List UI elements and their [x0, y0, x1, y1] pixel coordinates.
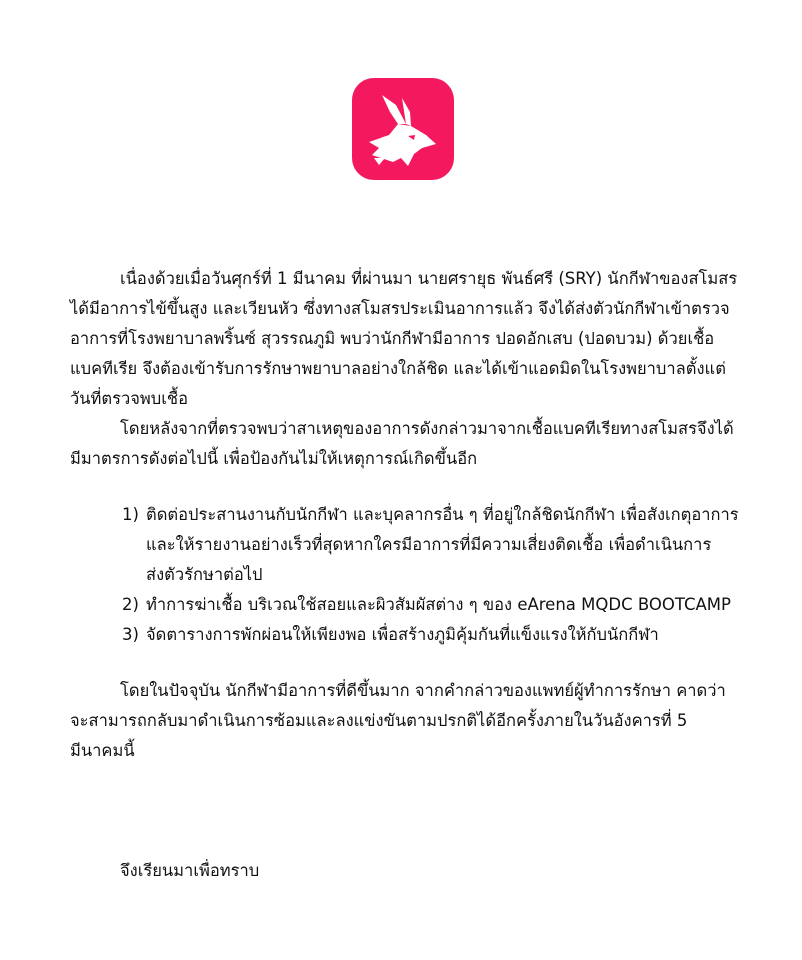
- club-logo: [352, 78, 454, 180]
- status-update-paragraph: โดยในปัจจุบัน นักกีฬามีอาการที่ดีขึ้นมาก จากคำกล่าวของแพทย์ผู้ทำการรักษา คาดว่าจะสามารถกลับมาดำเนินการซ้อมและลงแข่งขันตามปรกติได้อีกครั้งภายในวันอังคารที่ 5 มีนาคมนี้: [70, 681, 726, 760]
- closing-line: จึงเรียนมาเพื่อทราบ: [120, 861, 260, 880]
- list-item-text: จัดตารางการพักผ่อนให้เพียงพอ เพื่อสร้างภูมิคุ้มกันที่แข็งแรงให้กับนักกีฬา: [146, 625, 659, 644]
- measures-list: [70, 500, 742, 650]
- list-item: [70, 620, 742, 650]
- list-item: [70, 500, 742, 590]
- list-item: [70, 590, 742, 620]
- list-item-text: ทำการฆ่าเชื้อ บริเวณใช้สอยและผิวสัมผัสต่าง ๆ ของ eArena MQDC BOOTCAMP: [146, 595, 731, 614]
- list-item-text: ติดต่อประสานงานกับนักกีฬา และบุคลากรอื่น ๆ ที่อยู่ใกล้ชิดนักกีฬา เพื่อสังเกตุอาการ และให้รายงานอย่างเร็วที่สุดหากใครมีอาการที่มีความเสี่ยงติดเชื้อ เพื่อดำเนินการส่งตัวรักษาต่อไป: [146, 505, 739, 584]
- intro-paragraph: เนื่องด้วยเมื่อวันศุกร์ที่ 1 มีนาคม ที่ผ่านมา นายศรายุธ พันธ์ศรี (SRY) นักกีฬาของสโมสรได้มีอาการไข้ขึ้นสูง และเวียนหัว ซึ่งทางสโมสรประเมินอาการแล้ว จึงได้ส่งตัวนักกีฬาเข้าตรวจอาการที่โรงพยาบาลพริ้นซ์ สุวรรณภูมิ พบว่านักกีฬามีอาการ ปอดอักเสบ (ปอดบวม) ด้วยเชื้อแบคทีเรีย จึงต้องเข้ารับการรักษาพยาบาลอย่างใกล้ชิด และได้เข้าแอดมิดในโรงพยาบาลตั้งแต่วันที่ตรวจพบเชื้อ: [70, 269, 738, 408]
- white-rabbit-head-icon: [352, 78, 454, 180]
- announcement-body: [70, 264, 742, 886]
- list-item-number: 2): [122, 595, 139, 614]
- list-item-number: 1): [122, 505, 139, 524]
- measures-intro-paragraph: โดยหลังจากที่ตรวจพบว่าสาเหตุของอาการดังกล่าวมาจากเชื้อแบคทีเรียทางสโมสรจึงได้มีมาตรการดังต่อไปนี้ เพื่อป้องกันไม่ให้เหตุการณ์เกิดขึ้นอีก: [70, 419, 734, 468]
- list-item-number: 3): [122, 625, 139, 644]
